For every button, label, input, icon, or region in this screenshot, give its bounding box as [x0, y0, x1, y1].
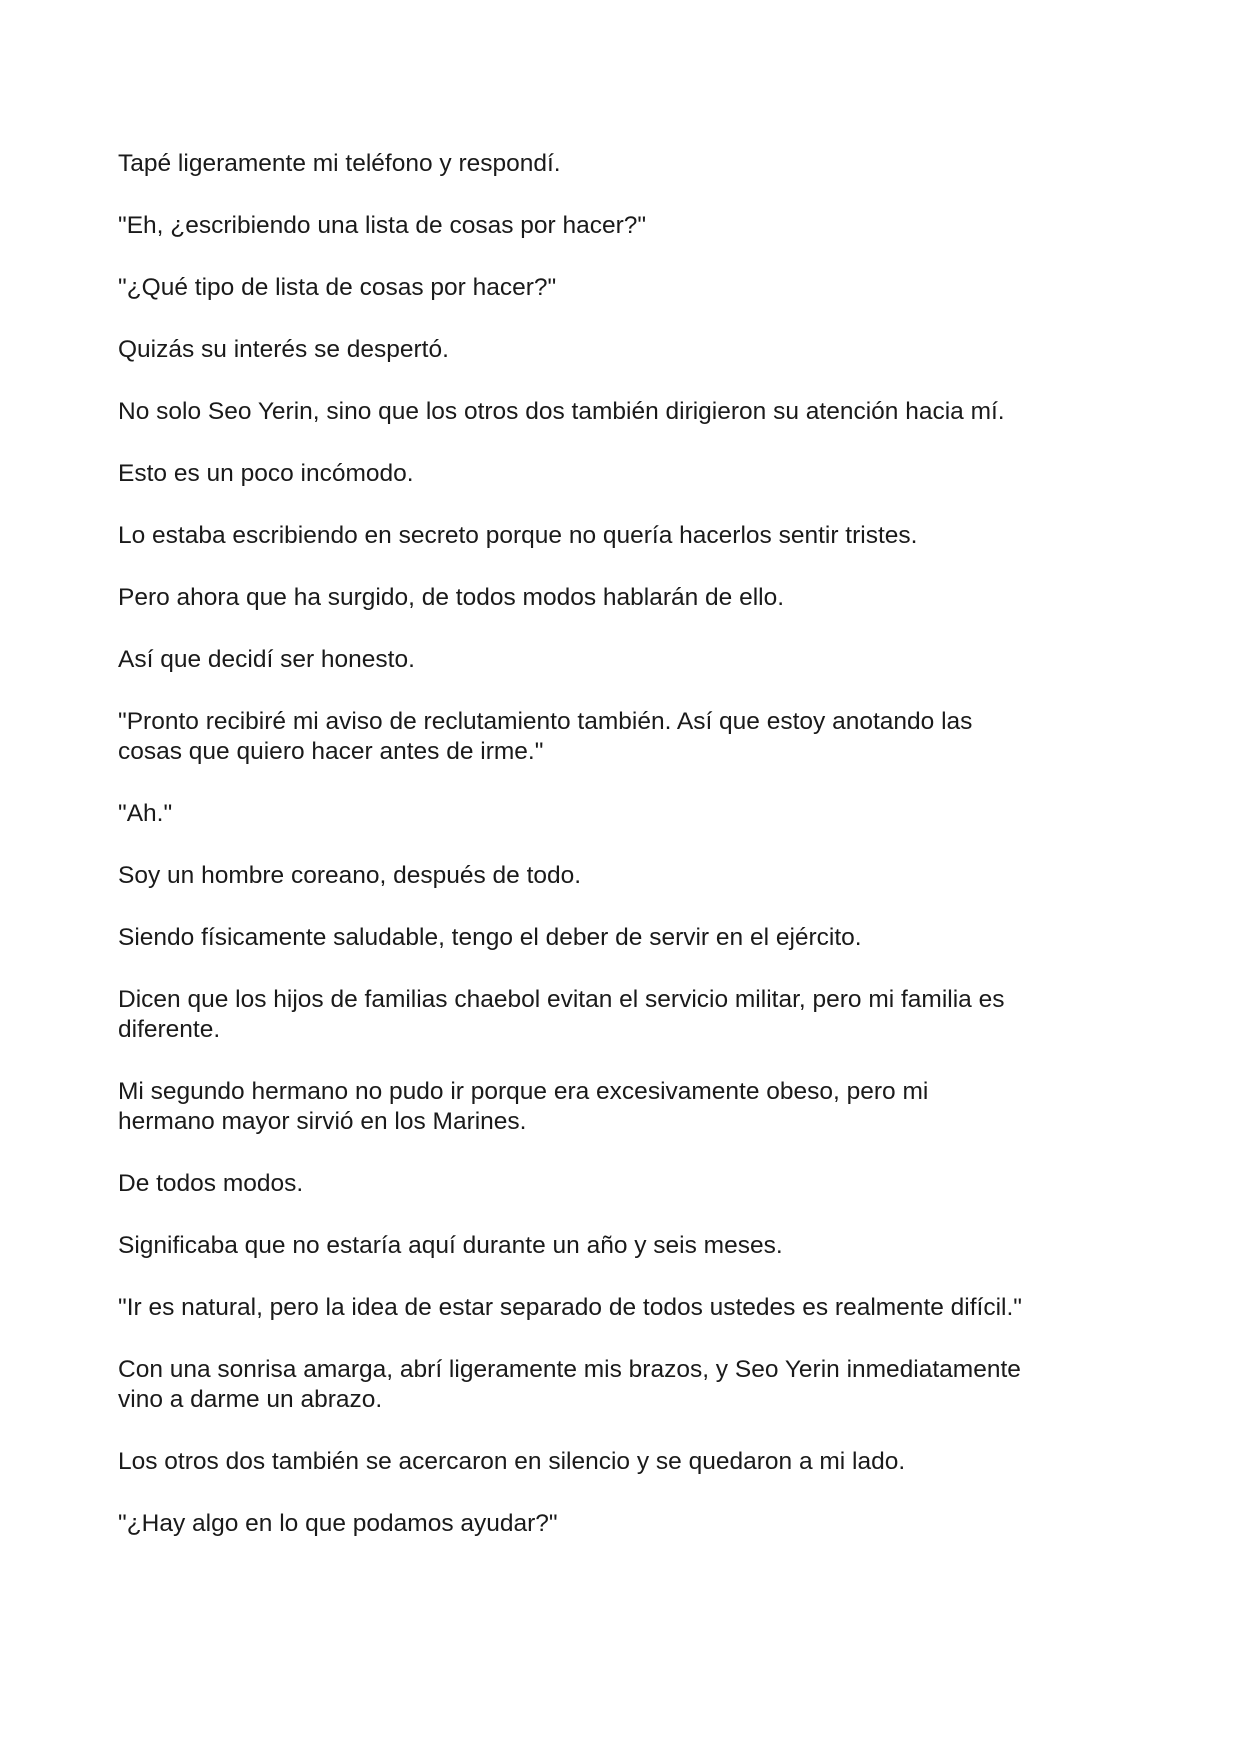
paragraph: "Pronto recibiré mi aviso de reclutamiento también. Así que estoy anotando las cosas que quiero hacer antes de irme."	[118, 708, 973, 765]
paragraph: De todos modos.	[118, 1170, 304, 1197]
paragraph: "Ir es natural, pero la idea de estar separado de todos ustedes es realmente difícil."	[118, 1294, 1022, 1321]
paragraph: "Ah."	[118, 800, 173, 827]
paragraph: Quizás su interés se despertó.	[118, 336, 449, 363]
paragraph: Con una sonrisa amarga, abrí ligeramente mis brazos, y Seo Yerin inmediatamente vino a darme un abrazo.	[118, 1356, 1021, 1413]
paragraph: Lo estaba escribiendo en secreto porque no quería hacerlos sentir tristes.	[118, 522, 918, 549]
paragraph: Siendo físicamente saludable, tengo el deber de servir en el ejército.	[118, 924, 862, 951]
paragraph: "¿Hay algo en lo que podamos ayudar?"	[118, 1510, 558, 1537]
paragraph: Tapé ligeramente mi teléfono y respondí.	[118, 150, 561, 177]
paragraph: Significaba que no estaría aquí durante un año y seis meses.	[118, 1232, 783, 1259]
document-body	[118, 149, 1128, 1571]
paragraph: "¿Qué tipo de lista de cosas por hacer?"	[118, 274, 557, 301]
paragraph: Así que decidí ser honesto.	[118, 646, 415, 673]
paragraph: Soy un hombre coreano, después de todo.	[118, 862, 582, 889]
paragraph: Mi segundo hermano no pudo ir porque era excesivamente obeso, pero mi hermano mayor sirvió en los Marines.	[118, 1078, 929, 1135]
paragraph: Esto es un poco incómodo.	[118, 460, 414, 487]
paragraph: "Eh, ¿escribiendo una lista de cosas por hacer?"	[118, 212, 647, 239]
paragraph: Dicen que los hijos de familias chaebol evitan el servicio militar, pero mi familia es diferente.	[118, 986, 1005, 1043]
paragraph: Los otros dos también se acercaron en silencio y se quedaron a mi lado.	[118, 1448, 906, 1475]
paragraph: No solo Seo Yerin, sino que los otros dos también dirigieron su atención hacia mí.	[118, 398, 1005, 425]
paragraph: Pero ahora que ha surgido, de todos modos hablarán de ello.	[118, 584, 785, 611]
